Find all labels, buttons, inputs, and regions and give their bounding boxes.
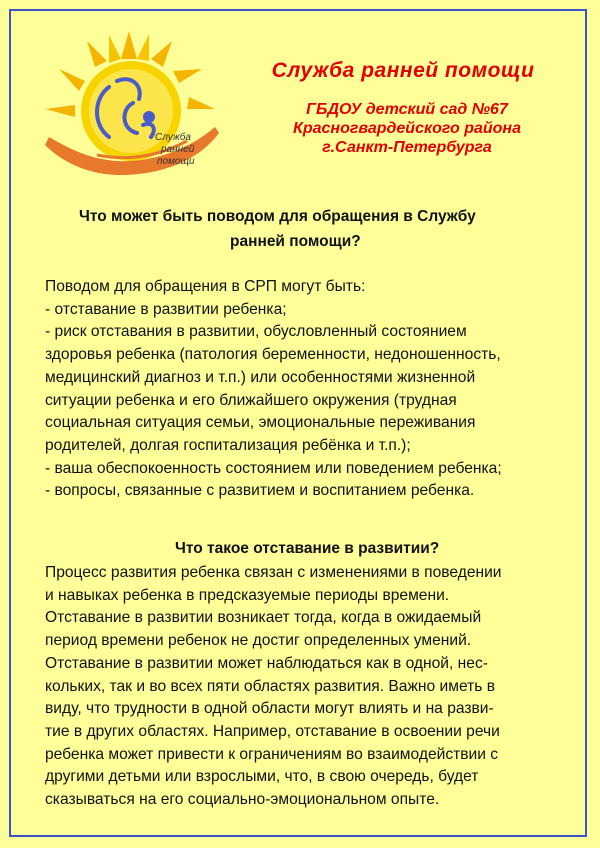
body-line: - отставание в развитии ребенка;: [45, 300, 287, 318]
body-line: и навыках ребенка в предсказуемые периоды времени.: [45, 586, 450, 604]
body-line: ребенка может привести к ограничениям во взаимодействии с: [45, 745, 499, 763]
section1-question: [79, 204, 579, 254]
body-line: здоровья ребенка (патология беременности, недоношенность,: [45, 346, 501, 364]
body-line: - риск отставания в развитии, обусловленный состоянием: [45, 323, 467, 341]
body-line: Поводом для обращения в СРП могут быть:: [45, 278, 366, 295]
body-line: Отставание в развитии может наблюдаться как в одной, нес-: [45, 654, 488, 672]
body-line: период времени ребенок не достиг определенных умений.: [45, 632, 472, 650]
body-line: - ваша обеспокоенность состоянием или поведением ребенка;: [45, 459, 502, 477]
logo-text-line: Служба: [155, 132, 191, 143]
body-line: Отставание в развитии возникает тогда, когда в ожидаемый: [45, 609, 482, 627]
body-line: ситуации ребенка и его ближайшего окружения (трудная: [45, 391, 457, 409]
logo-text-line: помощи: [157, 156, 195, 167]
body-line: сказываться на его социально-эмоциональном опыте.: [45, 791, 440, 809]
body-line: другими детьми или взрослыми, что, в свою очередь, будет: [45, 768, 479, 786]
flyer-page: [9, 9, 587, 837]
body-line: тие в других областях. Например, отставание в освоении речи: [45, 722, 500, 740]
body-line: Процесс развития ребенка связан с изменениями в поведении: [45, 564, 502, 581]
section2-body: [45, 562, 587, 812]
subtitle-line: г.Санкт-Петербурга: [322, 139, 492, 156]
organization-subtitle: [237, 100, 577, 157]
logo-text-line: ранней: [161, 144, 195, 155]
organization-title: Служба ранней помощи: [271, 59, 535, 82]
question-line: Что может быть поводом для обращения в Службу: [79, 208, 476, 225]
subtitle-line: Красногвардейского района: [293, 120, 521, 137]
question-line: ранней помощи?: [230, 233, 361, 250]
body-line: социальная ситуация семьи, эмоциональные переживания: [45, 414, 476, 432]
body-line: медицинский диагноз и т.п.) или особенностями жизненной: [45, 368, 476, 386]
body-line: - вопросы, связанные с развитием и воспитанием ребенка.: [45, 482, 475, 500]
logo-icon: [37, 29, 227, 179]
subtitle-line: ГБДОУ детский сад №67: [306, 101, 508, 118]
body-line: кольких, так и во всех пяти областях развития. Важно иметь в: [45, 677, 495, 695]
section1-body: [45, 276, 585, 503]
section2-question: Что такое отставание в развитии?: [175, 540, 440, 557]
body-line: родителей, долгая госпитализация ребёнка и т.п.);: [45, 436, 411, 454]
body-line: виду, что трудности в одной области могут влиять и на разви-: [45, 700, 494, 718]
